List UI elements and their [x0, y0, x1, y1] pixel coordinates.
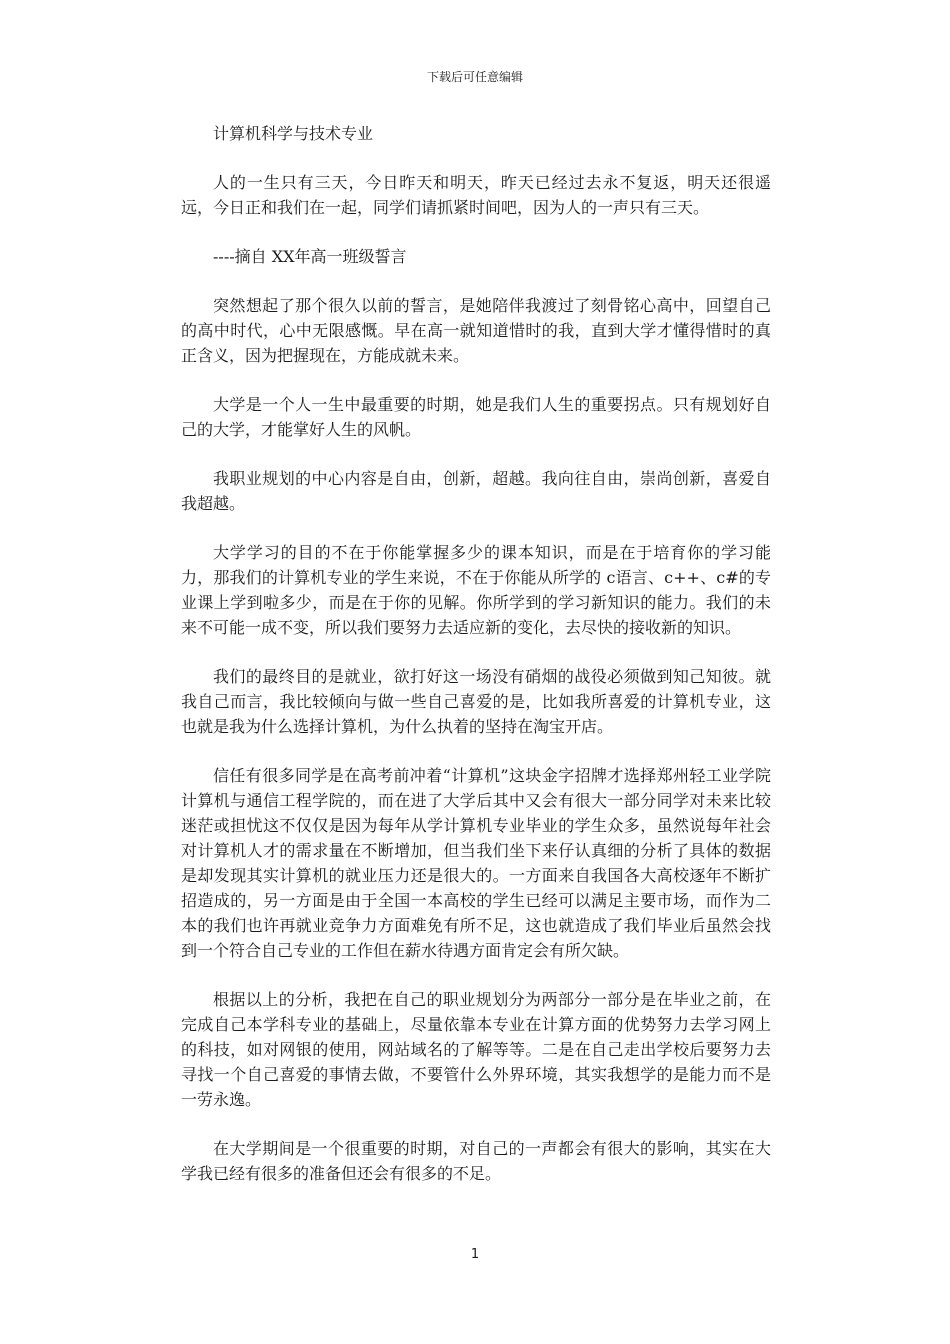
paragraph: 信任有很多同学是在高考前冲着“计算机”这块金字招牌才选择郑州轻工业学院计算机与通信工程学院的，而在进了大学后其中又会有很大一部分同学对未来比较迷茫或担忧这不仅仅是因为每年从学计算机专业毕业的学生众多，虽然说每年社会对计算机人才的需求量在不断增加，但当我们坐下来仔认真细的分析了具体的数据是却发现其实计算机的就业压力还是很大的。一方面来自我国各大高校逐年不断扩招造成的，另一方面是由于全国一本高校的学生已经可以满足主要市场，而作为二本的我们也许再就业竞争力方面难免有所不足，这也就造成了我们毕业后虽然会找到一个符合自己专业的工作但在薪水待遇方面肯定会有所欠缺。	[181, 766, 771, 960]
page-header: 下载后可任意编辑	[426, 70, 523, 84]
quote-attribution: ----摘自 XX年高一班级誓言	[213, 247, 407, 266]
paragraph: 在大学期间是一个很重要的时期，对自己的一声都会有很大的影响，其实在大学我已经有很多的准备但还会有很多的不足。	[181, 1139, 771, 1183]
paragraph: 我职业规划的中心内容是自由，创新，超越。我向往自由，崇尚创新，喜爱自我超越。	[181, 469, 771, 513]
paragraph: 大学学习的目的不在于你能掌握多少的课本知识，而是在于培育你的学习能力，那我们的计算机专业的学生来说，不在于你能从所学的 c语言、c++、c#的专业课上学到啦多少，而是在于你的见解。你所学到的学习新知识的能力。我们的未来不可能一成不变，所以我们要努力去适应新的变化，去尽快的接收新的知识。	[181, 543, 771, 637]
document-title: 计算机科学与技术专业	[213, 124, 374, 143]
paragraph: 大学是一个人一生中最重要的时期，她是我们人生的重要拐点。只有规划好自己的大学，才能掌好人生的风帆。	[181, 395, 771, 439]
paragraph: 根据以上的分析，我把在自己的职业规划分为两部分一部分是在毕业之前，在完成自己本学科专业的基础上，尽量依靠本专业在计算方面的优势努力去学习网上的科技，如对网银的使用，网站域名的了解等等。二是在自己走出学校后要努力去寻找一个自己喜爱的事情去做，不要管什么外界环境，其实我想学的是能力而不是一劳永逸。	[181, 990, 771, 1109]
paragraph: 我们的最终目的是就业，欲打好这一场没有硝烟的战役必须做到知己知彼。就我自己而言，我比较倾向与做一些自己喜爱的是，比如我所喜爱的计算机专业，这也就是我为什么选择计算机，为什么执着的坚持在淘宝开店。	[181, 667, 771, 736]
page-number: 1	[470, 1247, 480, 1262]
paragraph: 人的一生只有三天，今日昨天和明天，昨天已经过去永不复返，明天还很遥远，今日正和我们在一起，同学们请抓紧时间吧，因为人的一声只有三天。	[181, 173, 771, 217]
paragraph: 突然想起了那个很久以前的誓言，是她陪伴我渡过了刻骨铭心高中，回望自己的高中时代，心中无限感慨。早在高一就知道惜时的我，直到大学才懂得惜时的真正含义，因为把握现在，方能成就未来。	[181, 296, 771, 365]
document-body	[181, 121, 771, 1210]
